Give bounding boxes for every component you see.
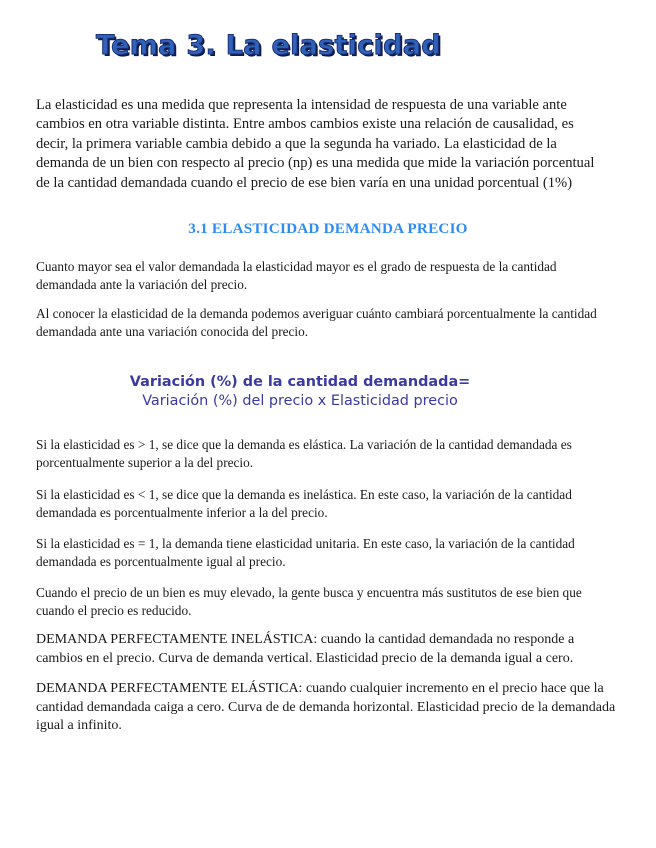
formula-line-1: Variación (%) de la cantidad demandada= (129, 374, 471, 390)
formula-box (100, 373, 500, 411)
paragraph-conocer-elasticidad: Al conocer la elasticidad de la demanda podemos averiguar cuánto cambiará porcentualmente la cantidad demandada ante una variación conocida del precio. (36, 306, 597, 339)
formula-line-2: Variación (%) del precio x Elasticidad precio (142, 393, 458, 409)
paragraph-mayor-elasticidad: Cuanto mayor sea el valor demandada la elasticidad mayor es el grado de respuesta de la cantidad demandada ante la variación del precio. (36, 259, 557, 292)
paragraph-demanda-inelastica: Si la elasticidad es < 1, se dice que la demanda es inelástica. En este caso, la variación de la cantidad demandada es porcentualmente inferior a la del precio. (36, 487, 572, 520)
page-title: Tema 3. La elasticidad (96, 30, 441, 61)
paragraph-perfectamente-elastica: DEMANDA PERFECTAMENTE ELÁSTICA: cuando cualquier incremento en el precio hace que la cantidad demandada caiga a cero. Curva de de demanda horizontal. Elasticidad precio de la demandada igual a infinito. (36, 681, 616, 734)
paragraph-perfectamente-inelastica: DEMANDA PERFECTAMENTE INELÁSTICA: cuando la cantidad demandada no responde a cambios en el precio. Curva de demanda vertical. Elasticidad precio de la demanda igual a cero. (36, 632, 575, 666)
intro-paragraph: La elasticidad es una medida que representa la intensidad de respuesta de una variable ante cambios en otra variable distinta. Entre ambos cambios existe una relación de causalidad, es decir, la primera variable cambia debido a que la segunda ha variado. La elasticidad de la demanda de un bien con respecto al precio (np) es una medida que mide la variación porcentual de la cantidad demandada cuando el precio de ese bien varía en una unidad porcentual (1%) (36, 97, 595, 191)
paragraph-demanda-elastica: Si la elasticidad es > 1, se dice que la demanda es elástica. La variación de la cantidad demandada es porcentualmente superior a la del precio. (36, 437, 572, 470)
section-heading: 3.1 ELASTICIDAD DEMANDA PRECIO (188, 220, 468, 237)
paragraph-sustitutos: Cuando el precio de un bien es muy elevado, la gente busca y encuentra más sustitutos de ese bien que cuando el precio es reducido. (36, 585, 582, 618)
paragraph-elasticidad-unitaria: Si la elasticidad es = 1, la demanda tiene elasticidad unitaria. En este caso, la variación de la cantidad demandada es porcentualmente igual al precio. (36, 536, 575, 569)
